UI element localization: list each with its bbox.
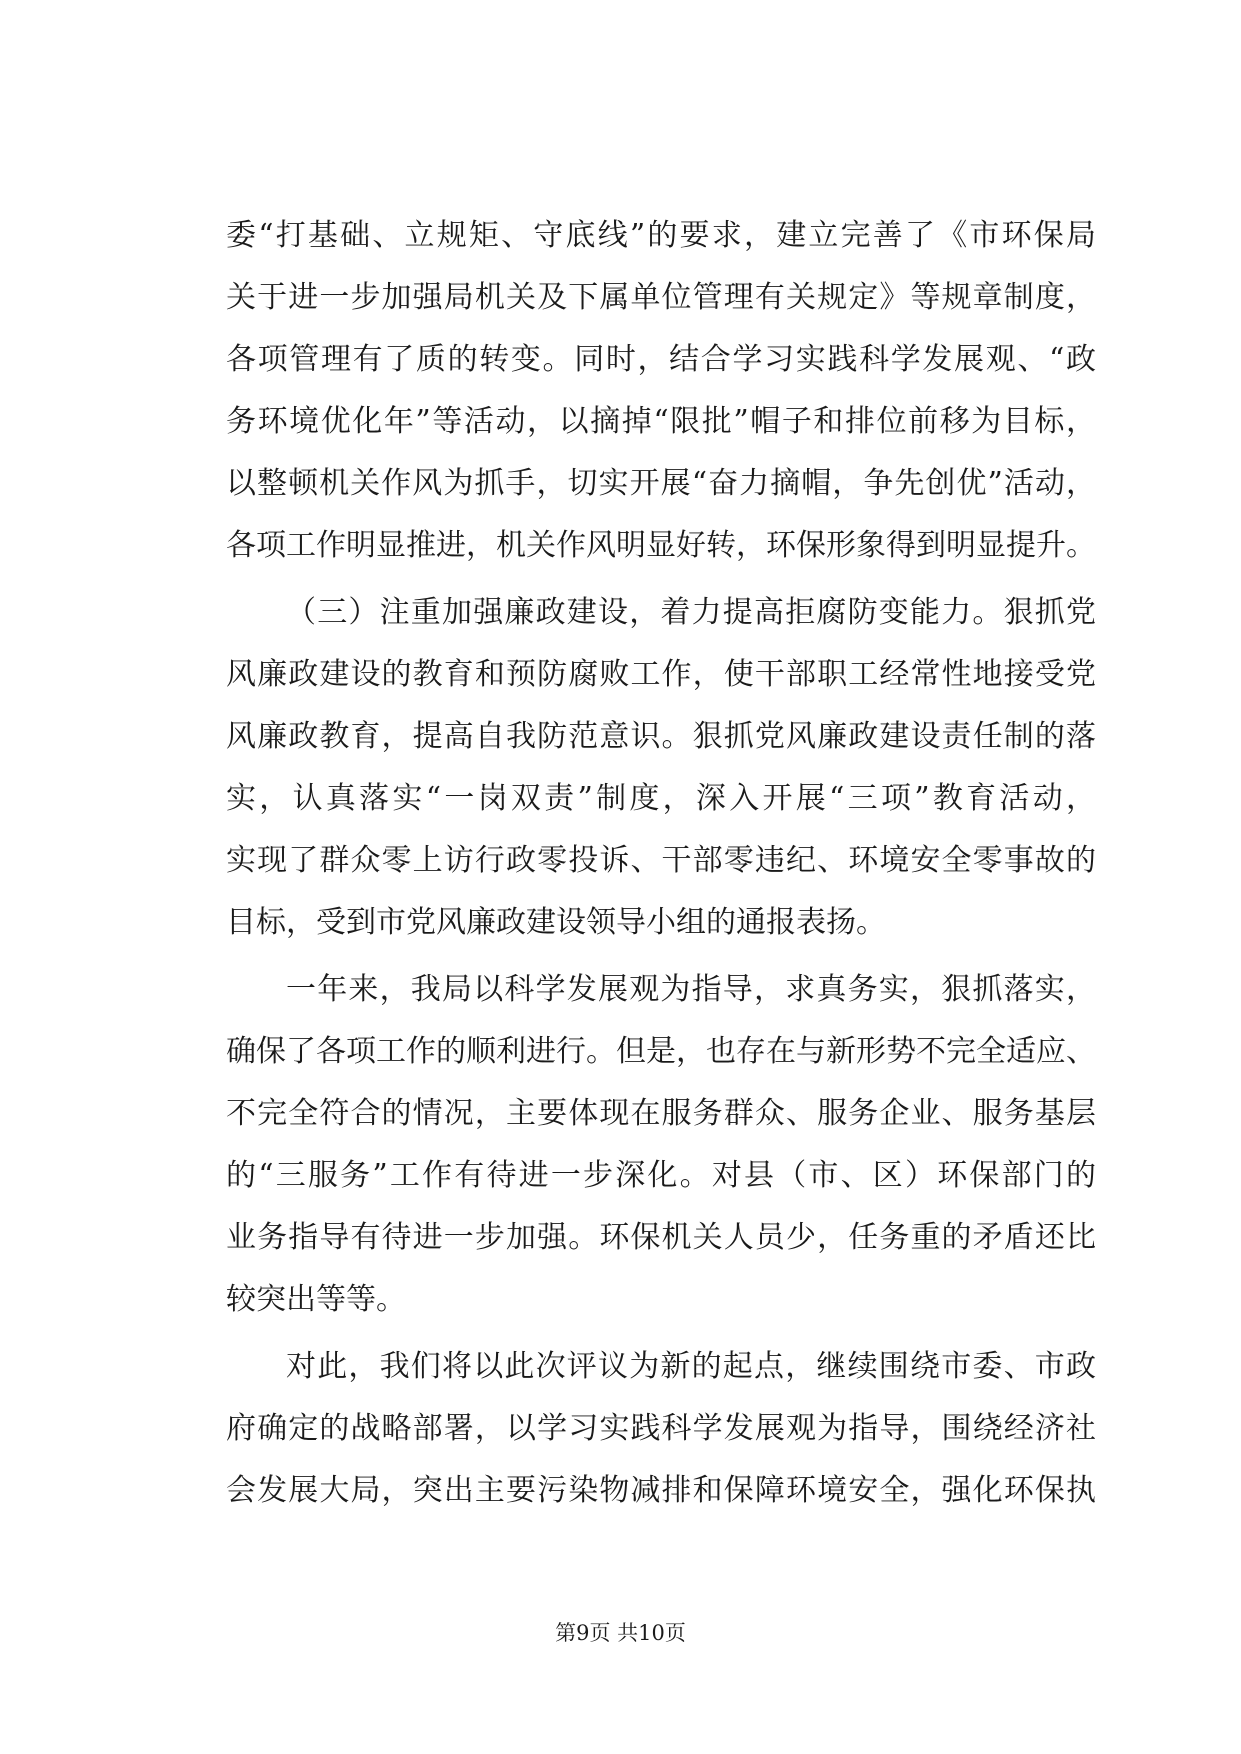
paragraph-first-line: 一年来，我局以科学发展观为指导，求真务实，狠抓落实， [286,972,1096,1007]
text-line: 的“三服务”工作有待进一步深化。对县（市、区）环保部门的 [226,1158,1096,1193]
body-text [226,205,1096,1522]
text-line: 务环境优化年”等活动，以摘掉“限批”帽子和排位前移为目标， [226,404,1096,439]
text-line: 确保了各项工作的顺利进行。但是，也存在与新形势不完全适应、 [226,1034,1096,1069]
text-line: 会发展大局，突出主要污染物减排和保障环境安全，强化环保执 [226,1473,1096,1508]
text-line: 府确定的战略部署，以学习实践科学发展观为指导，围绕经济社 [226,1411,1096,1446]
text-line: 风廉政建设的教育和预防腐败工作，使干部职工经常性地接受党 [226,657,1096,692]
text-line: 目标，受到市党风廉政建设领导小组的通报表扬。 [226,905,886,940]
text-line: 以整顿机关作风为抓手，切实开展“奋力摘帽，争先创优”活动， [226,466,1096,501]
text-line: 关于进一步加强局机关及下属单位管理有关规定》等规章制度， [226,280,1096,315]
text-line: 各项管理有了质的转变。同时，结合学习实践科学发展观、“政 [226,342,1096,377]
page-footer: 第9页 共10页 [555,1621,686,1645]
text-line: 业务指导有待进一步加强。环保机关人员少，任务重的矛盾还比 [226,1220,1096,1255]
text-line: 实现了群众零上访行政零投诉、干部零违纪、环境安全零事故的 [226,843,1096,878]
text-line: 各项工作明显推进，机关作风明显好转，环保形象得到明显提升。 [226,528,1096,563]
text-line: 实，认真落实“一岗双责”制度，深入开展“三项”教育活动， [226,781,1096,816]
text-line: 风廉政教育，提高自我防范意识。狠抓党风廉政建设责任制的落 [226,719,1096,754]
text-line: 委“打基础、立规矩、守底线”的要求，建立完善了《市环保局 [226,218,1096,253]
text-line: 不完全符合的情况，主要体现在服务群众、服务企业、服务基层 [226,1096,1096,1131]
text-line: 较突出等等。 [226,1282,406,1317]
paragraph-first-line: 对此，我们将以此次评议为新的起点，继续围绕市委、市政 [286,1349,1096,1384]
section-heading-line: （三）注重加强廉政建设，着力提高拒腐防变能力。狠抓党 [286,595,1096,630]
